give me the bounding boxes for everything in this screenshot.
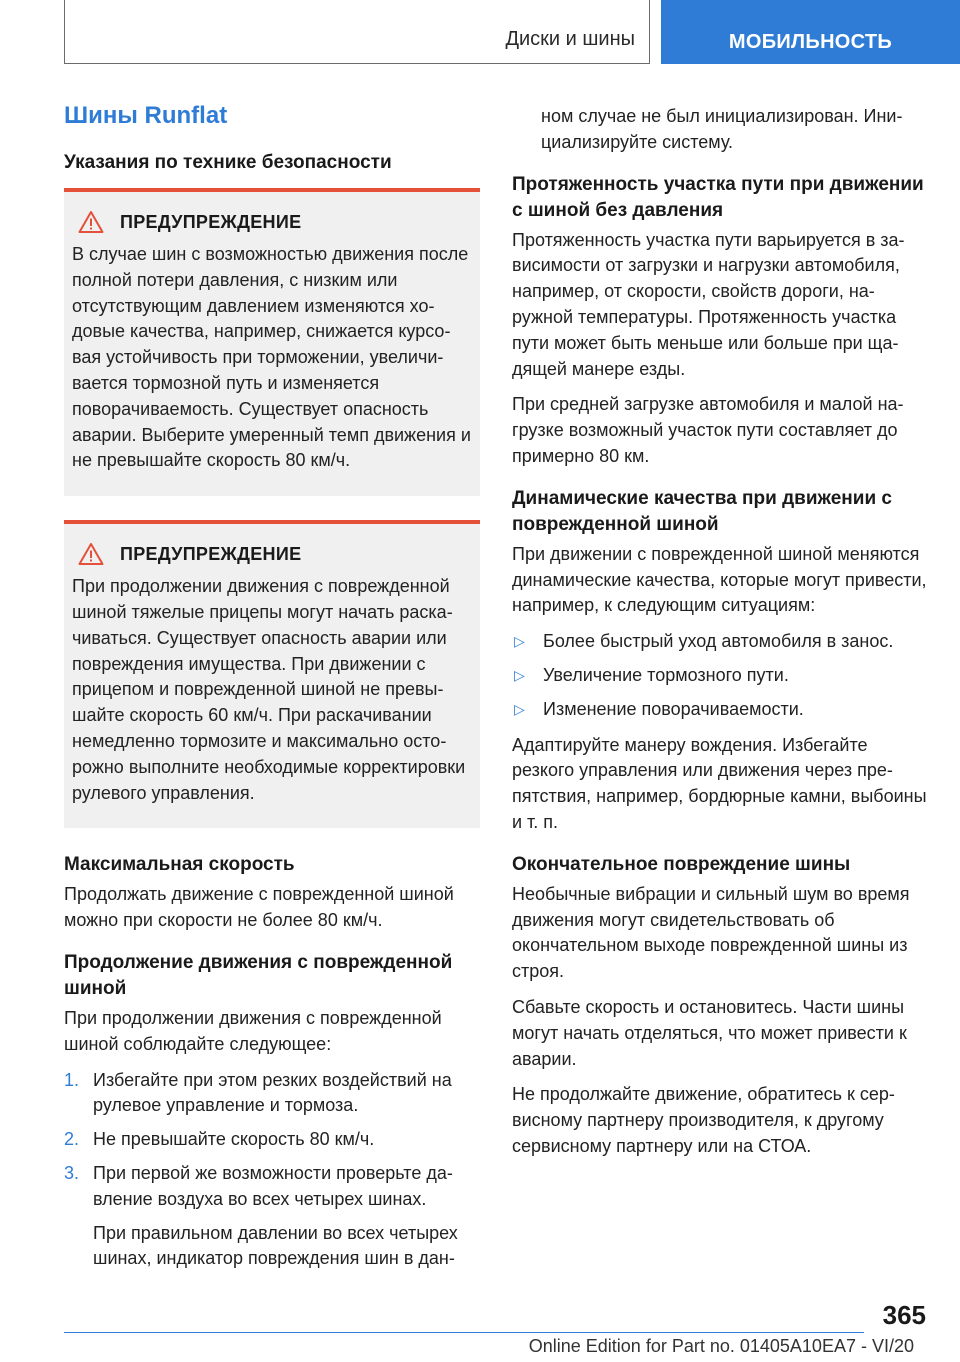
- chapter-tab[interactable]: [661, 0, 960, 64]
- steps-list: [64, 1068, 480, 1213]
- step-number: 2.: [64, 1129, 80, 1150]
- header-frame: [64, 0, 650, 64]
- list-item: [512, 629, 928, 655]
- safety-heading: Указания по технике безопасности: [64, 152, 392, 173]
- list-item: [512, 663, 928, 689]
- warning-box-1: [64, 188, 480, 496]
- step3-extra-text: При правильном давлении во всех четырех шинах, индикатор повреждения шин в дан-: [93, 1222, 458, 1269]
- continue-text: При продолжении движения с поврежденной шиной соблюдайте следующее:: [64, 1007, 442, 1054]
- step-number: 1.: [64, 1069, 80, 1090]
- consequences-list: [512, 629, 928, 722]
- triangle-bullet-icon: ▷: [514, 700, 525, 717]
- final-text-3: Не продолжайте движение, обратитесь к сервисному партнеру производителя, к другому сервисному партнеру или на СТОА.: [512, 1084, 895, 1156]
- bullet-text: Увеличение тормозного пути.: [543, 664, 789, 685]
- continue-heading: Продолжение движения с поврежденной шиной: [64, 951, 453, 999]
- right-column: [512, 104, 928, 1170]
- chapter-title: МОБИЛЬНОСТЬ: [728, 31, 893, 53]
- distance-text-1: Протяженность участка пути варьируется в зависимости от загрузки и нагрузки автомобиля, например, от скорости, свойств дороги, наружной температуры. Протяженность участка пути может быть меньше или больше при щадящей манере езды.: [512, 229, 905, 379]
- step-text: Не превышайте скорость 80 км/ч.: [93, 1129, 375, 1150]
- list-item: [64, 1068, 480, 1120]
- dynamics-heading: Динамические качества при движении с поврежденной шиной: [512, 487, 892, 535]
- bullet-text: Изменение поворачиваемости.: [543, 698, 804, 719]
- warning-triangle-icon: [78, 542, 104, 566]
- distance-heading: Протяженность участка пути при движении с шиной без давления: [512, 173, 924, 221]
- triangle-bullet-icon: ▷: [514, 633, 525, 650]
- triangle-bullet-icon: ▷: [514, 666, 525, 683]
- edition-text: Online Edition for Part no. 01405A10EA7 - VI/20: [528, 1336, 914, 1356]
- list-item: [64, 1161, 480, 1213]
- warning-title: ПРЕДУПРЕЖДЕНИЕ: [120, 543, 302, 564]
- warning-text: При продолжении движения с поврежденной шиной тяжелые прицепы могут начать раскачиваться. Существует опасность аварии или повреждения имущества. При движении с прицепом и поврежденной шиной не превышайте скорость 60 км/ч. При раскачивании немедленно тормозите и максимально осторожно выполните необходимые корректировки рулевого управления.: [72, 576, 466, 803]
- warning-title: ПРЕДУПРЕЖДЕНИЕ: [120, 211, 302, 232]
- warning-box-2: [64, 520, 480, 828]
- left-column: [64, 100, 480, 1282]
- adapt-text: Адаптируйте манеру вождения. Избегайте резкого управления или движения через препятствия, например, бордюрные камни, выбоины и т. п.: [512, 734, 927, 832]
- dynamics-text: При движении с поврежденной шиной меняются динамические качества, которые могут привести, например, к следующим ситуациям:: [512, 543, 927, 616]
- step-text: При первой же возможности проверьте давление воздуха во всех четырех шинах.: [93, 1162, 453, 1209]
- list-item: [64, 1127, 480, 1153]
- section-title: Диски и шины: [505, 28, 635, 50]
- continued-text: ном случае не был инициализирован. Инициализируйте систему.: [541, 106, 903, 152]
- warning-triangle-icon: [78, 210, 104, 234]
- page-title: Шины Runflat: [64, 102, 228, 129]
- page-number: 365: [882, 1300, 926, 1330]
- step-text: Избегайте при этом резких воздействий на рулевое управление и тормоза.: [93, 1069, 452, 1116]
- max-speed-text: Продолжать движение с поврежденной шиной можно при скорости не более 80 км/ч.: [64, 884, 454, 931]
- footer-divider: [64, 1332, 864, 1333]
- final-text-2: Сбавьте скорость и остановитесь. Части шины могут начать отделяться, что может привести к аварии.: [512, 996, 907, 1069]
- final-damage-heading: Окончательное повреждение шины: [512, 853, 851, 875]
- warning-text: В случае шин с возможностью движения после полной потери давления, с низким или отсутствующим давлением изменяются ходовые качества, например, снижается курсовая устойчивость при торможении, увеличивается тормозной путь и изменяется поворачиваемость. Существует опасность аварии. Выберите умеренный темп движения и не превышайте скорость 80 км/ч.: [72, 244, 471, 471]
- distance-text-2: При средней загрузке автомобиля и малой нагрузке возможный участок пути составляет до примерно 80 км.: [512, 394, 904, 466]
- step-number: 3.: [64, 1162, 80, 1183]
- max-speed-heading: Максимальная скорость: [64, 854, 295, 876]
- bullet-text: Более быстрый уход автомобиля в занос.: [543, 631, 894, 652]
- list-item: [512, 697, 928, 723]
- final-text-1: Необычные вибрации и сильный шум во время движения могут свидетельствовать об окончательном выходе поврежденной шины из строя.: [512, 883, 910, 982]
